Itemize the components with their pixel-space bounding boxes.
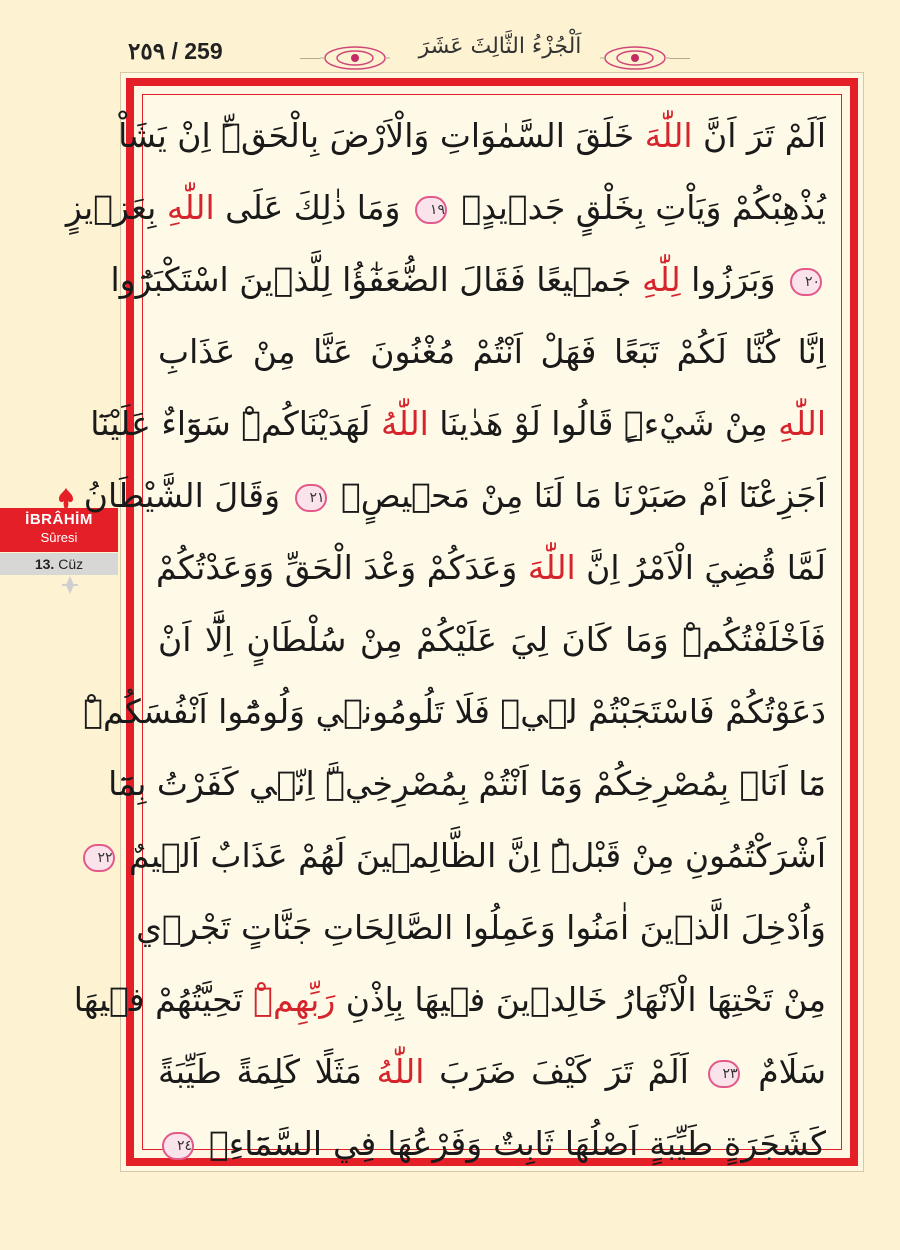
text-line <box>73 964 836 1036</box>
text-line <box>108 748 836 820</box>
verse-text: وَعَدَكُمْ وَعْدَ الْحَقِّ وَوَعَدْتُكُمْ <box>155 548 528 587</box>
verse-text: فَاَخْلَفْتُكُمْۜ وَمَا كَانَ لِيَ عَلَيْكُمْ مِنْ سُلْطَانٍ اِلَّٓا اَنْ <box>158 620 826 659</box>
divine-name-highlight: لِلّٰهِ <box>641 260 681 299</box>
page-number: ٢٥٩ / 259 <box>128 38 223 64</box>
text-line <box>110 244 836 316</box>
verse-text: تَحِيَّتُهُمْ ف۪يهَا <box>73 980 254 1019</box>
ayah-number-marker: ٢١ <box>295 484 327 512</box>
header-ornament-left-icon <box>320 42 390 74</box>
verse-text: وَمَا ذٰلِكَ عَلَى <box>214 188 411 227</box>
header-rule-right <box>670 58 690 59</box>
text-line <box>83 460 836 532</box>
verse-text: وَبَرَزُوا <box>680 260 786 299</box>
ayah-number-marker: ٢٤ <box>162 1132 194 1160</box>
divine-name-highlight: اللّٰهُ <box>380 404 429 443</box>
divine-name-highlight: اللّٰهَ <box>644 116 693 155</box>
divine-name-highlight: رَبِّهِمْۜ <box>253 980 336 1019</box>
divine-name-highlight: اللّٰهُ <box>376 1052 425 1091</box>
divine-name-highlight: اللّٰهِ <box>778 404 826 443</box>
juz-label <box>0 553 118 575</box>
juz-title: اَلْجُزْءُ الثَّالِثَ عَشَرَ <box>418 34 582 59</box>
verse-text: بِعَز۪يزٍ <box>65 188 167 227</box>
text-line <box>65 172 836 244</box>
fleur-ornament-icon <box>56 488 76 510</box>
verse-text: اَلَمْ تَرَ كَيْفَ ضَرَبَ <box>424 1052 704 1091</box>
header-rule-left <box>300 58 320 59</box>
verse-text: لَمَّا قُضِيَ الْاَمْرُ اِنَّ <box>575 548 826 587</box>
verse-text: يُذْهِبْكُمْ وَيَاْتِ بِخَلْقٍ جَد۪يدٍۙ <box>450 188 826 227</box>
sura-label: Sûresi <box>40 530 78 545</box>
header-ornament-right-icon <box>600 42 670 74</box>
verse-text: سَلَامٌ <box>743 1052 826 1091</box>
verse-text: وَاُدْخِلَ الَّذ۪ينَ اٰمَنُوا وَعَمِلُوا الصَّالِحَاتِ جَنَّاتٍ تَجْر۪ي <box>136 908 826 947</box>
verse-text: جَم۪يعًا فَقَالَ الضُّعَفٰٓؤُا لِلَّذ۪ينَ اسْتَكْبَرُٓوا <box>110 260 642 299</box>
verse-text: اَشْرَكْتُمُونِ مِنْ قَبْلُۜ اِنَّ الظَّالِم۪ينَ لَهُمْ عَذَابٌ اَل۪يمٌ <box>118 836 826 875</box>
ayah-number-marker: ٢٢ <box>83 844 115 872</box>
verse-text: مِنْ تَحْتِهَا الْاَنْهَارُ خَالِد۪ينَ ف۪يهَا بِاِذْنِ <box>335 980 826 1019</box>
juz-number: 13. <box>34 556 55 572</box>
text-line <box>97 820 836 892</box>
verse-text: اَلَمْ تَرَ اَنَّ <box>692 116 826 155</box>
text-line <box>148 604 836 676</box>
verse-text: خَلَقَ السَّمٰوَاتِ وَالْاَرْضَ بِالْحَقِّۜ اِنْ يَشَاْ <box>118 116 645 155</box>
text-line <box>118 100 836 172</box>
ayah-number-marker: ١٩ <box>415 196 447 224</box>
text-line <box>148 1108 836 1180</box>
text-line <box>148 532 836 604</box>
verse-text: دَعَوْتُكُمْ فَاسْتَجَبْتُمْ ل۪يۚ فَلَا تَلُومُون۪ي وَلُومُٓوا اَنْفُسَكُمْۜ <box>83 692 826 731</box>
verse-text: لَهَدَيْنَاكُمْۜ سَوَٓاءٌ عَلَيْنَٓا <box>90 404 381 443</box>
verse-text: اِنَّا كُنَّا لَكُمْ تَبَعًا فَهَلْ اَنْتُمْ مُغْنُونَ عَنَّا مِنْ عَذَابِ <box>158 332 826 371</box>
verse-text: مَٓا اَنَا۬ بِمُصْرِخِكُمْ وَمَٓا اَنْتُمْ بِمُصْرِخِيَّۜ اِنّ۪ي كَفَرْتُ بِمَٓا <box>108 764 826 803</box>
text-line <box>90 388 836 460</box>
text-line <box>148 316 836 388</box>
verse-text: مِنْ شَيْءٍۜ قَالُوا لَوْ هَدٰينَا <box>428 404 779 443</box>
ayah-number-marker: ٢٣ <box>708 1060 740 1088</box>
diamond-ornament-icon <box>62 576 78 594</box>
divine-name-highlight: اللّٰهِ <box>166 188 215 227</box>
text-line <box>136 892 836 964</box>
verse-text: مَثَلًا كَلِمَةً طَيِّبَةً <box>158 1052 377 1091</box>
sura-name: İBRÂHİM <box>25 511 93 528</box>
juz-text: Cüz <box>58 556 84 572</box>
text-line <box>148 1036 836 1108</box>
page-header <box>0 0 900 80</box>
verse-text: اَجَزِعْنَٓا اَمْ صَبَرْنَا مَا لَنَا مِنْ مَح۪يصٍ۟ <box>330 476 826 515</box>
verse-text: وَقَالَ الشَّيْطَانُ <box>83 476 291 515</box>
verse-text: كَشَجَرَةٍ طَيِّبَةٍ اَصْلُهَا ثَابِتٌ وَفَرْعُهَا فِي السَّمَٓاءِۙ <box>198 1124 826 1163</box>
text-line <box>83 676 836 748</box>
ayah-number-marker: ٢٠ <box>790 268 822 296</box>
divine-name-highlight: اللّٰهَ <box>527 548 576 587</box>
